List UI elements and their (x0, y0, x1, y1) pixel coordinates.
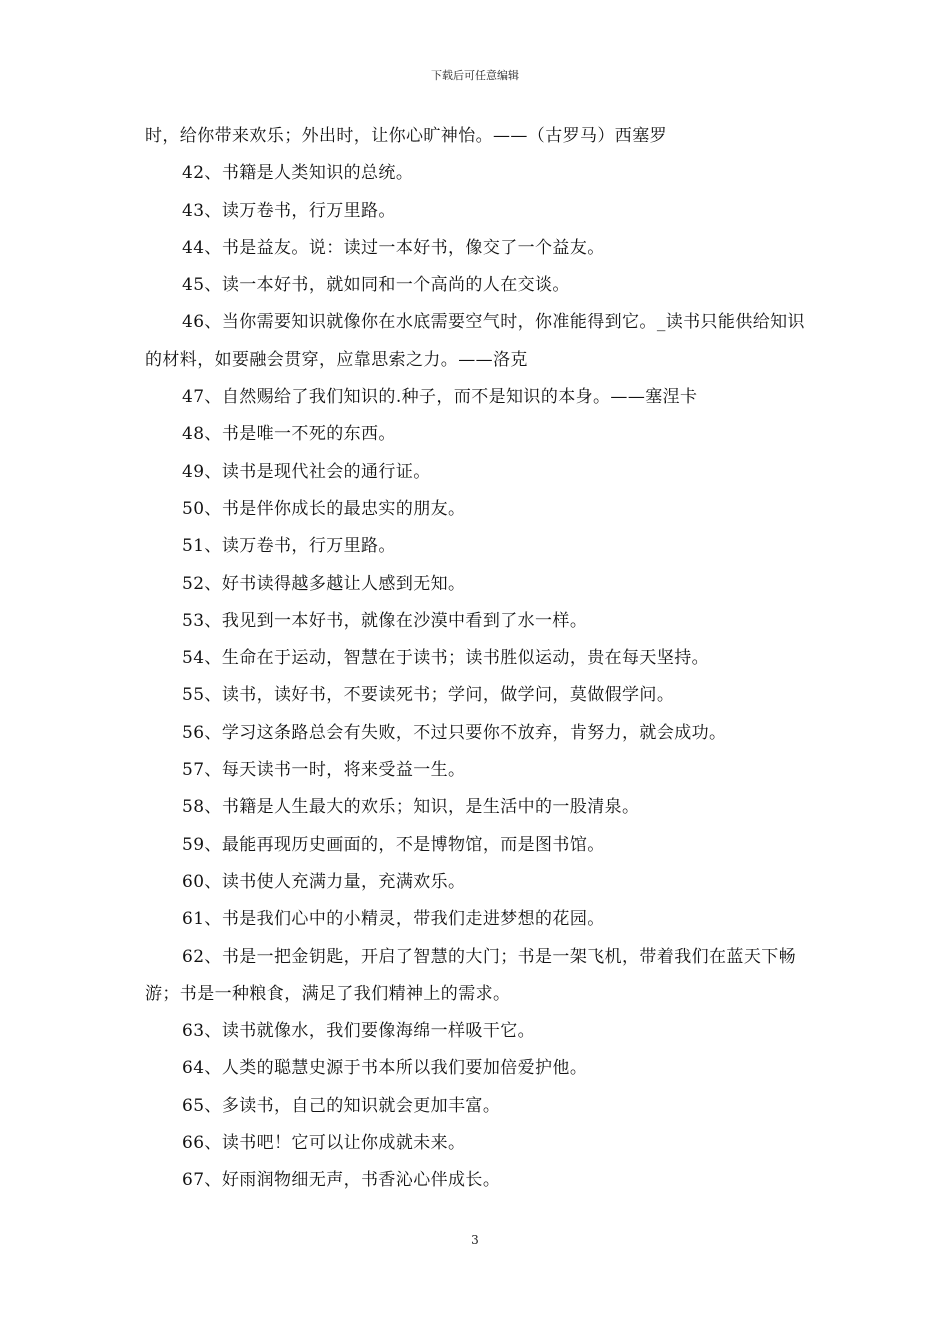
quote-51: 51、读万卷书，行万里路。 (182, 536, 396, 557)
quote-63: 63、读书就像水，我们要像海绵一样吸干它。 (182, 1021, 536, 1042)
document-body (145, 118, 810, 1200)
quote-57: 57、每天读书一时，将来受益一生。 (182, 760, 466, 781)
quote-53: 53、我见到一本好书，就像在沙漠中看到了水一样。 (182, 610, 588, 631)
quote-67: 67、好雨润物细无声，书香沁心伴成长。 (182, 1170, 501, 1191)
quote-62: 62、书是一把金钥匙，开启了智慧的大门；书是一架飞机，带着我们在蓝天下畅游；书是一种粮食，满足了我们精神上的需求。 (145, 946, 797, 1004)
quote-65: 65、多读书，自己的知识就会更加丰富。 (182, 1095, 501, 1116)
quote-47: 47、自然赐给了我们知识的.种子，而不是知识的本身。——塞涅卡 (182, 387, 698, 408)
page-number: 3 (471, 1233, 479, 1247)
quote-55: 55、读书，读好书，不要读死书；学问，做学问，莫做假学问。 (182, 685, 675, 706)
quote-59: 59、最能再现历史画面的，不是博物馆，而是图书馆。 (182, 834, 605, 855)
quote-44: 44、书是益友。说：读过一本好书，像交了一个益友。 (182, 237, 605, 258)
quote-50: 50、书是伴你成长的最忠实的朋友。 (182, 498, 466, 519)
quote-43: 43、读万卷书，行万里路。 (182, 200, 396, 221)
quote-66: 66、读书吧！它可以让你成就未来。 (182, 1133, 466, 1154)
quote-60: 60、读书使人充满力量，充满欢乐。 (182, 871, 466, 892)
quote-48: 48、书是唯一不死的东西。 (182, 424, 396, 445)
paragraph-continuation: 时，给你带来欢乐；外出时，让你心旷神怡。——（古罗马）西塞罗 (145, 126, 667, 146)
quote-54: 54、生命在于运动，智慧在于读书；读书胜似运动，贵在每天坚持。 (182, 648, 710, 669)
quote-46: 46、当你需要知识就像你在水底需要空气时，你准能得到它。_读书只能供给知识的材料，如要融会贯穿，应靠思索之力。——洛克 (145, 312, 805, 370)
page-header: 下载后可任意编辑 (431, 69, 519, 82)
quote-64: 64、人类的聪慧史源于书本所以我们要加倍爱护他。 (182, 1058, 588, 1079)
quote-58: 58、书籍是人生最大的欢乐；知识，是生活中的一股清泉。 (182, 797, 640, 818)
quote-56: 56、学习这条路总会有失败，不过只要你不放弃，肯努力，就会成功。 (182, 722, 727, 743)
quote-49: 49、读书是现代社会的通行证。 (182, 461, 431, 482)
quote-45: 45、读一本好书，就如同和一个高尚的人在交谈。 (182, 275, 570, 296)
quote-52: 52、好书读得越多越让人感到无知。 (182, 573, 466, 594)
quote-61: 61、书是我们心中的小精灵，带我们走进梦想的花园。 (182, 909, 605, 930)
quote-42: 42、书籍是人类知识的总统。 (182, 163, 414, 184)
